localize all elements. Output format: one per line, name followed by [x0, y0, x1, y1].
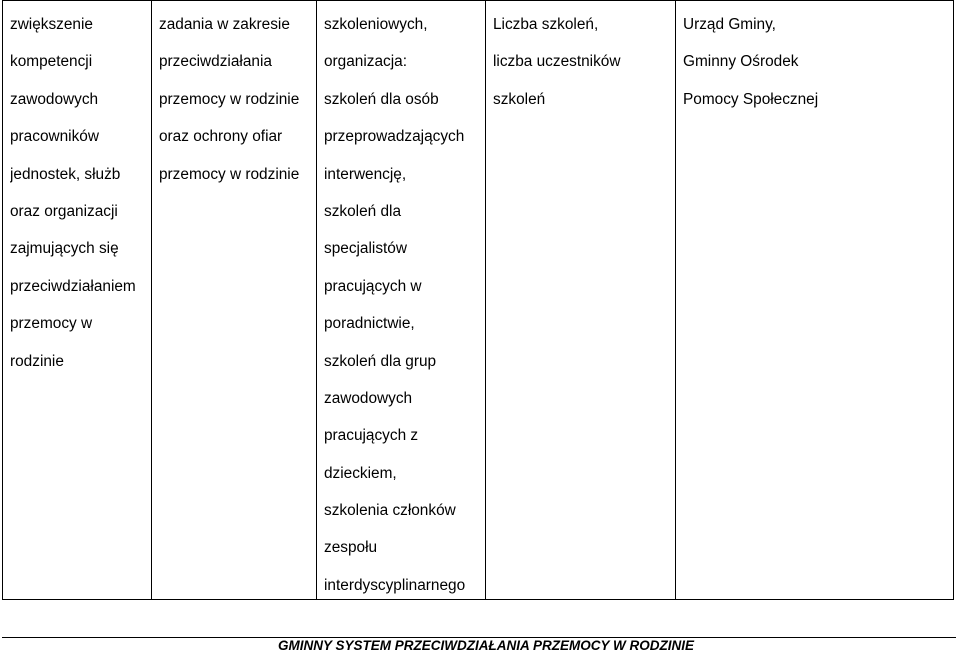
- table-cell-line: przemocy w rodzinie: [159, 165, 300, 183]
- table-cell-line: specjalistów: [324, 240, 407, 258]
- table-cell-line: przeciwdziałaniem: [10, 277, 136, 295]
- table-cell-line: kompetencji: [10, 53, 93, 71]
- table-cell-line: zajmujących się: [10, 240, 119, 258]
- table-cell-line: zespołu: [324, 539, 378, 557]
- table-cell-line: oraz organizacji: [10, 202, 118, 220]
- table-cell-line: szkolenia członków: [324, 502, 456, 520]
- table-cell-line: szkoleń dla grup: [324, 352, 437, 370]
- table-cell-line: pracowników: [10, 128, 99, 146]
- table-cell-line: zawodowych: [324, 389, 413, 407]
- table-cell-line: interdyscyplinarnego: [324, 576, 466, 594]
- table-cell-line: przemocy w rodzinie: [159, 90, 300, 108]
- table-cell-line: interwencję,: [324, 165, 407, 183]
- table-cell-line: Gminny Ośrodek: [683, 53, 799, 71]
- table-cell-line: szkoleniowych,: [324, 16, 428, 33]
- table-column-responsible: [676, 1, 953, 599]
- table-cell-line: dzieckiem,: [324, 464, 397, 482]
- table-cell-line: szkoleń: [493, 90, 546, 108]
- table-cell-line: oraz ochrony ofiar: [159, 128, 283, 146]
- table-cell-line: pracujących z: [324, 427, 419, 445]
- table-cell-line: poradnictwie,: [324, 315, 415, 333]
- table-cell-line: zadania w zakresie: [159, 16, 290, 33]
- table-cell-line: Pomocy Społecznej: [683, 90, 819, 108]
- table-cell-line: jednostek, służb: [10, 165, 121, 183]
- table-cell-line: pracujących w: [324, 277, 422, 295]
- table-cell-line: liczba uczestników: [493, 53, 621, 71]
- table-cell-line: organizacja:: [324, 53, 407, 71]
- table-cell-line: rodzinie: [10, 352, 64, 370]
- table-cell-line: Urząd Gminy,: [683, 16, 776, 33]
- table-column-indicators: [486, 1, 676, 599]
- table-cell-line: Liczba szkoleń,: [493, 16, 599, 33]
- table-cell-line: przeprowadzających: [324, 128, 465, 146]
- table-cell-line: szkoleń dla: [324, 202, 401, 220]
- table-cell-line: szkoleń dla osób: [324, 90, 439, 108]
- table-cell-line: przeciwdziałania: [159, 53, 272, 71]
- table-column-actions: [317, 1, 486, 599]
- table-column-objective: [3, 1, 152, 599]
- page-footer-title: GMINNY SYSTEM PRZECIWDZIAŁANIA PRZEMOCY W RODZINIE: [277, 638, 694, 653]
- table-cell-line: zwiększenie: [10, 16, 93, 33]
- table-column-scope: [152, 1, 317, 599]
- document-table: [2, 0, 954, 600]
- table-cell-line: zawodowych: [10, 90, 99, 108]
- table-cell-line: przemocy w: [10, 315, 93, 333]
